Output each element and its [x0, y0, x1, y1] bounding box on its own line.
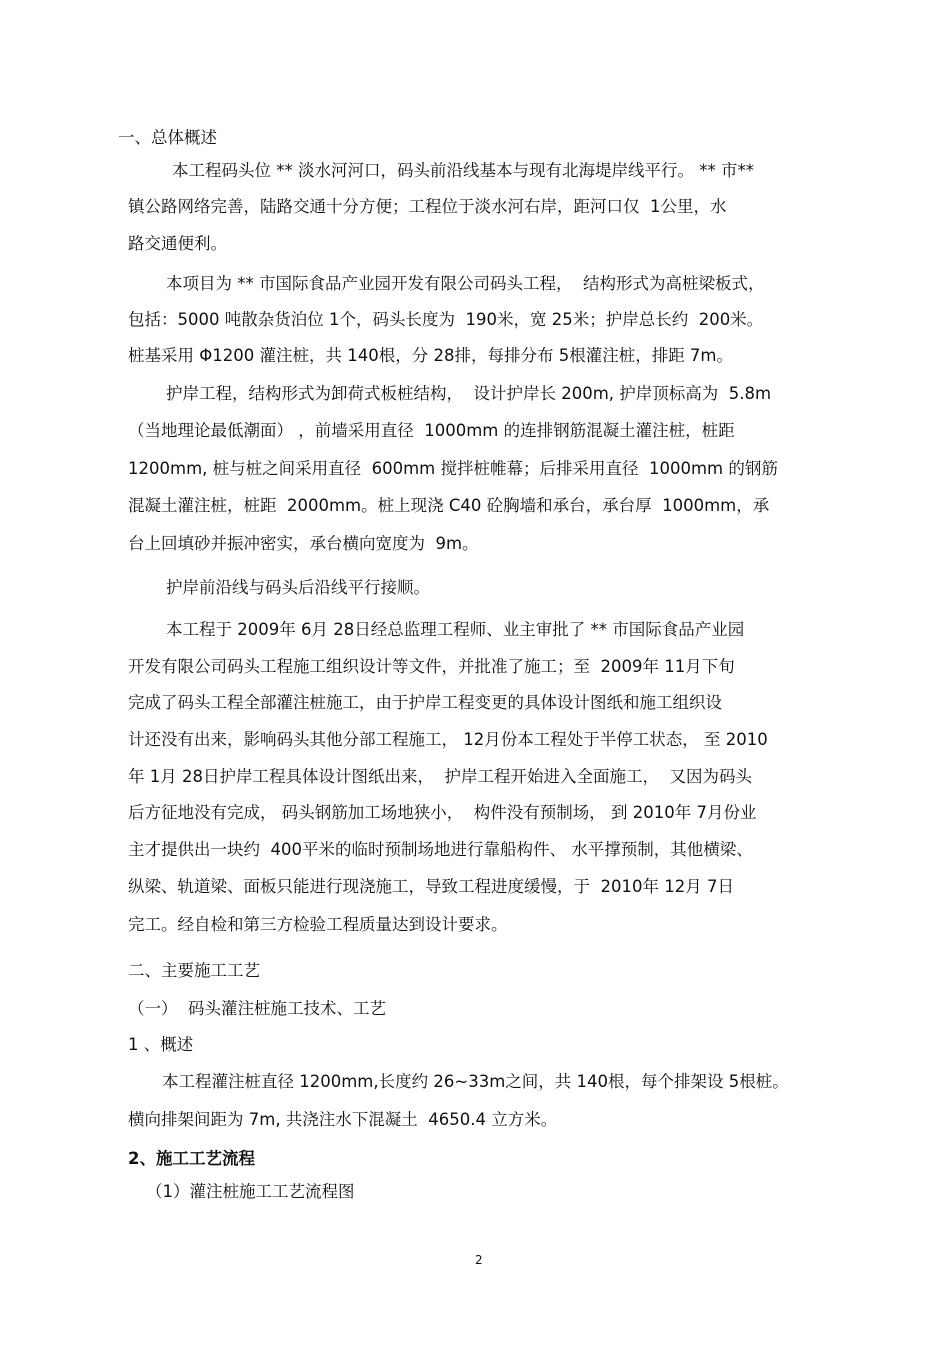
paragraph-line: 计还没有出来，影响码头其他分部工程施工， 12月份本工程处于半停工状态， 至 2010: [128, 730, 768, 749]
paragraph-line: 包括：5000 吨散杂货泊位 1个，码头长度为 190米，宽 25米；护岸总长约 200米。: [128, 310, 764, 329]
paragraph-line: 桩基采用 Φ1200 灌注桩，共 140根，分 28排，每排分布 5根灌注桩，排距 7m。: [128, 346, 734, 365]
paragraph-line: 开发有限公司码头工程施工组织设计等文件，并批准了施工；至 2009年 11月下旬: [128, 657, 735, 676]
paragraph-line: 本工程于 2009年 6月 28日经总监理工程师、业主审批了 ** 市国际食品产业园: [166, 620, 745, 639]
paragraph-line: 完成了码头工程全部灌注桩施工，由于护岸工程变更的具体设计图纸和施工组织设: [128, 693, 722, 712]
paragraph-line: 路交通便利。: [128, 234, 227, 253]
paragraph-line: 横向排架间距为 7m, 共浇注水下混凝土 4650.4 立方米。: [128, 1110, 558, 1129]
section-heading-overview: 一、总体概述: [118, 128, 217, 147]
subsection-heading: 2、施工工艺流程: [128, 1149, 255, 1168]
paragraph-line: 1200mm, 桩与桩之间采用直径 600mm 搅拌桩帷幕；后排采用直径 1000mm 的钢筋: [128, 459, 778, 478]
paragraph-line: 镇公路网络完善，陆路交通十分方便；工程位于淡水河右岸，距河口仅 1公里，水: [128, 197, 727, 216]
paragraph-line: 主才提供出一块约 400平米的临时预制场地进行靠船构件、 水平撑预制，其他横梁、: [128, 840, 753, 859]
section-heading-process: 二、主要施工工艺: [128, 961, 260, 980]
subsection-heading: （一） 码头灌注桩施工技术、工艺: [128, 999, 386, 1018]
paragraph-line: 护岸前沿线与码头后沿线平行接顺。: [166, 578, 430, 597]
paragraph-line: 后方征地没有完成， 码头钢筋加工场地狭小， 构件没有预制场， 到 2010年 7月份业: [128, 803, 757, 822]
paragraph-line: 台上回填砂并振冲密实，承台横向宽度为 9m。: [128, 534, 479, 553]
paragraph-line: 本工程码头位 ** 淡水河河口，码头前沿线基本与现有北海堤岸线平行。 ** 市**: [172, 161, 754, 180]
paragraph-line: 本项目为 ** 市国际食品产业园开发有限公司码头工程， 结构形式为高桩梁板式，: [166, 274, 765, 293]
paragraph-line: （当地理论最低潮面） ，前墙采用直径 1000mm 的连排钢筋混凝土灌注桩，桩距: [128, 421, 735, 440]
paragraph-line: 纵梁、轨道梁、面板只能进行现浇施工，导致工程进度缓慢，于 2010年 12月 7日: [128, 877, 734, 896]
subsection-heading: 1 、概述: [128, 1035, 194, 1054]
paragraph-line: 完工。经自检和第三方检验工程质量达到设计要求。: [128, 915, 508, 934]
paragraph-line: 护岸工程，结构形式为卸荷式板桩结构， 设计护岸长 200m, 护岸顶标高为 5.8m: [166, 384, 772, 403]
paragraph-line: 混凝土灌注桩，桩距 2000mm。桩上现浇 C40 砼胸墙和承台，承台厚 1000mm，承: [128, 496, 770, 515]
paragraph-line: 本工程灌注桩直径 1200mm,长度约 26~33m之间，共 140根，每个排架设 5根桩。: [162, 1072, 789, 1091]
page-number: 2: [475, 1253, 483, 1267]
subsection-heading: （1）灌注桩施工工艺流程图: [146, 1182, 355, 1201]
paragraph-line: 年 1月 28日护岸工程具体设计图纸出来， 护岸工程开始进入全面施工， 又因为码头: [128, 767, 752, 786]
